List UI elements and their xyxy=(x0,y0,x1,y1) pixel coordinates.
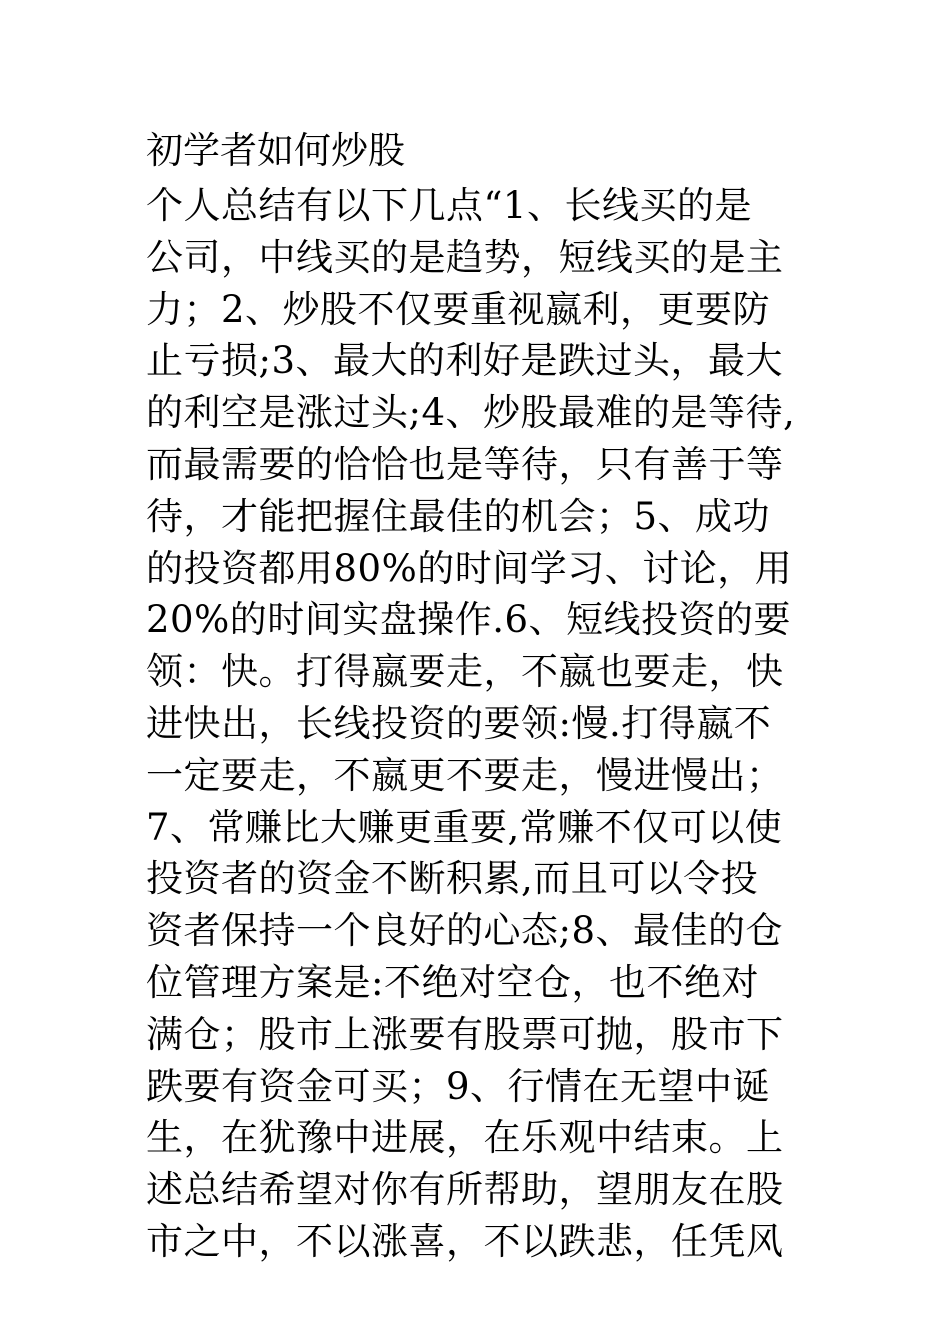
text-line: 7、常赚比大赚更重要,常赚不仅可以使 xyxy=(146,805,783,849)
text-line: 一定要走，不嬴更不要走，慢进慢出； xyxy=(146,753,784,797)
text-line: 的投资都用80%的时间学习、讨论，用 xyxy=(146,546,793,590)
text-line: 投资者的资金不断积累,而且可以令投 xyxy=(146,857,759,901)
text-line: 止亏损;3、最大的利好是跌过头，最大 xyxy=(146,339,784,383)
text-line: 的利空是涨过头;4、炒股最难的是等待, xyxy=(146,391,796,435)
text-line: 而最需要的恰恰也是等待，只有善于等 xyxy=(146,442,784,486)
text-line: 跌要有资金可买；9、行情在无望中诞 xyxy=(146,1064,771,1108)
text-line: 个人总结有以下几点“1、长线买的是 xyxy=(146,184,752,227)
text-line: 待，才能把握住最佳的机会；5、成功 xyxy=(146,494,771,538)
text-line: 公司，中线买的是趋势，短线买的是主 xyxy=(146,235,784,279)
text-line: 市之中，不以涨喜，不以跌悲，任凭风 xyxy=(146,1219,784,1263)
text-line: 力；2、炒股不仅要重视嬴利，更要防 xyxy=(146,287,771,331)
text-line: 20%的时间实盘操作.6、短线投资的要 xyxy=(146,598,792,642)
text-line: 资者保持一个良好的心态;8、最佳的仓 xyxy=(146,909,784,953)
text-line: 进快出，长线投资的要领:慢.打得嬴不 xyxy=(146,701,772,745)
text-line: 述总结希望对你有所帮助，望朋友在股 xyxy=(146,1168,784,1212)
document-body xyxy=(146,122,826,1268)
text-line: 满仓；股市上涨要有股票可抛，股市下 xyxy=(146,1012,784,1056)
text-line: 生，在犹豫中进展，在乐观中结束。上 xyxy=(146,1116,784,1160)
document-title: 初学者如何炒股 xyxy=(146,129,405,172)
text-line: 领：快。打得嬴要走，不嬴也要走，快 xyxy=(146,650,784,694)
text-line: 位管理方案是:不绝对空仓，也不绝对 xyxy=(146,960,759,1004)
